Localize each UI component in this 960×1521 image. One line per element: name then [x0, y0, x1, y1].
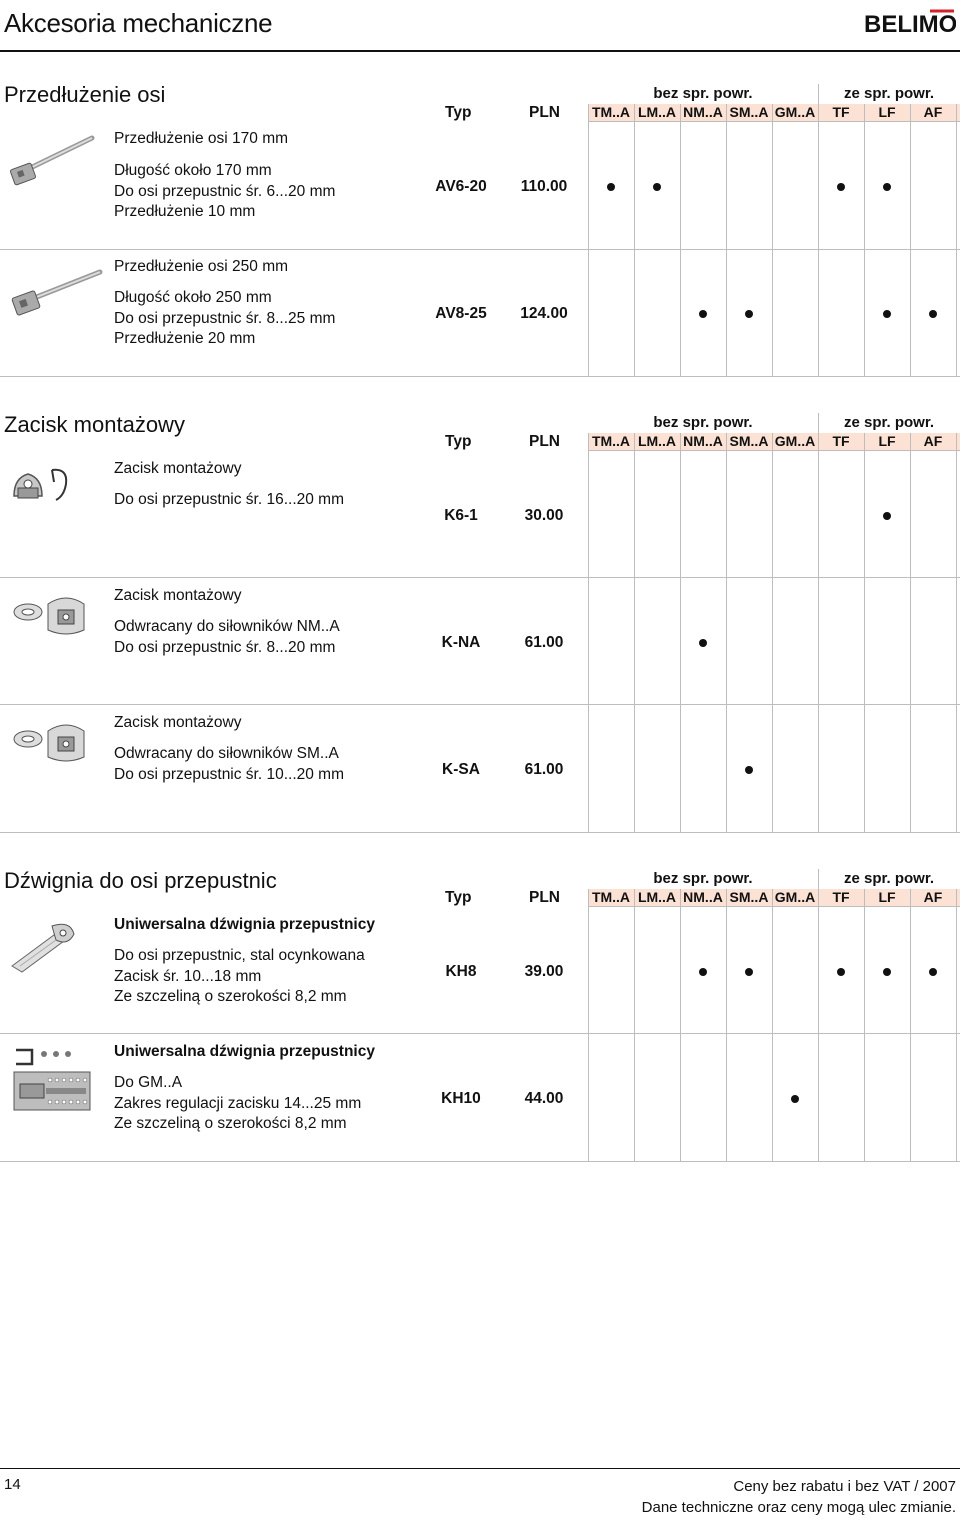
group-spring: ze spr. powr.: [843, 85, 935, 102]
compat-dot: [929, 968, 937, 976]
product-price: 110.00: [520, 178, 568, 195]
mounting-clamp-image: [8, 460, 72, 506]
actuator-tm: TM..A: [591, 433, 631, 449]
gm-lever-kit-image: [10, 1046, 94, 1116]
section-divider: [0, 832, 960, 833]
actuator-af: AF: [923, 433, 943, 449]
compat-dot: [699, 968, 707, 976]
brand-name: BELIMO: [864, 11, 956, 38]
grid-line: [956, 104, 957, 376]
group-no-spring: bez spr. powr.: [653, 85, 753, 102]
col-head-pln: PLN: [529, 433, 560, 450]
group-no-spring: bez spr. powr.: [653, 414, 753, 431]
product-name: Zacisk montażowy: [114, 587, 242, 604]
grid-line: [818, 413, 819, 832]
product-desc: Do osi przepustnic śr. 16...20 mm: [114, 491, 345, 508]
section-title-lever: Dźwignia do osi przepustnic: [4, 868, 277, 893]
actuator-nm: NM..A: [683, 104, 723, 120]
grid-line: [956, 889, 957, 1161]
compat-dot: [745, 310, 753, 318]
product-code: AV6-20: [435, 178, 487, 195]
page-title: Akcesoria mechaniczne: [4, 8, 273, 38]
compat-dot: [883, 512, 891, 520]
header-divider: [588, 450, 960, 451]
grid-line: [680, 889, 681, 1161]
actuator-tm: TM..A: [591, 889, 631, 905]
product-code: AV8-25: [435, 305, 487, 322]
actuator-nm: NM..A: [683, 889, 723, 905]
actuator-sm: SM..A: [729, 104, 769, 120]
grid-line: [910, 889, 911, 1161]
product-code: KH10: [441, 1090, 481, 1107]
grid-line: [634, 433, 635, 832]
section-divider: [0, 1161, 960, 1162]
compat-dot: [607, 183, 615, 191]
product-code: K-SA: [442, 761, 480, 778]
grid-line: [588, 889, 589, 1161]
product-price: 61.00: [524, 761, 564, 778]
page-number: 14: [4, 1476, 21, 1493]
row-divider: [0, 1033, 960, 1034]
actuator-gm: GM..A: [774, 433, 816, 449]
product-price: 30.00: [524, 507, 564, 524]
product-price: 44.00: [524, 1090, 564, 1107]
reversible-clamp-sm-image: [10, 717, 98, 769]
product-desc: Odwracany do siłowników NM..A Do osi przepustnic śr. 8...20 mm: [114, 618, 340, 656]
product-price: 124.00: [520, 305, 568, 322]
grid-line: [588, 433, 589, 832]
actuator-lm: LM..A: [637, 104, 677, 120]
actuator-sm: SM..A: [729, 433, 769, 449]
actuator-af: AF: [923, 104, 943, 120]
grid-line: [864, 104, 865, 376]
section-divider: [0, 376, 960, 377]
actuator-tf: TF: [832, 433, 850, 449]
product-desc: Do GM..A Zakres regulacji zacisku 14...25 mm Ze szczeliną o szerokości 8,2 mm: [114, 1074, 362, 1132]
actuator-gm: GM..A: [774, 889, 816, 905]
grid-line: [864, 889, 865, 1161]
col-head-pln: PLN: [529, 889, 560, 906]
grid-line: [726, 889, 727, 1161]
grid-line: [772, 889, 773, 1161]
damper-lever-image: [8, 918, 80, 974]
product-name: Zacisk montażowy: [114, 460, 242, 477]
actuator-gm: GM..A: [774, 104, 816, 120]
grid-line: [634, 104, 635, 376]
grid-line: [818, 869, 819, 1161]
product-desc: Do osi przepustnic, stal ocynkowana Zacisk śr. 10...18 mm Ze szczeliną o szerokości 8,2 mm: [114, 947, 365, 1005]
grid-line: [680, 433, 681, 832]
brand-logo: [864, 8, 956, 38]
actuator-tf: TF: [832, 889, 850, 905]
group-spring: ze spr. powr.: [843, 870, 935, 887]
product-name: Przedłużenie osi 250 mm: [114, 258, 289, 275]
product-price: 39.00: [524, 963, 564, 980]
actuator-lf: LF: [878, 104, 896, 120]
title-divider: [0, 50, 960, 52]
compat-dot: [837, 968, 845, 976]
actuator-sm: SM..A: [729, 889, 769, 905]
grid-line: [726, 104, 727, 376]
grid-line: [910, 433, 911, 832]
actuator-tm: TM..A: [591, 104, 631, 120]
col-head-typ: Typ: [445, 104, 472, 121]
product-name: Przedłużenie osi 170 mm: [114, 130, 289, 147]
grid-line: [910, 104, 911, 376]
grid-line: [956, 433, 957, 832]
compat-dot: [883, 968, 891, 976]
row-divider: [0, 704, 960, 705]
actuator-af: AF: [923, 889, 943, 905]
compat-dot: [883, 310, 891, 318]
product-desc: Długość około 250 mm Do osi przepustnic śr. 8...25 mm Przedłużenie 20 mm: [114, 289, 336, 347]
actuator-lm: LM..A: [637, 433, 677, 449]
product-price: 61.00: [524, 634, 564, 651]
group-no-spring: bez spr. powr.: [653, 870, 753, 887]
actuator-nm: NM..A: [683, 433, 723, 449]
compat-dot: [745, 766, 753, 774]
compat-dot: [745, 968, 753, 976]
reversible-clamp-nm-image: [10, 590, 98, 642]
row-divider: [0, 577, 960, 578]
product-code: K-NA: [441, 634, 481, 651]
compat-dot: [791, 1095, 799, 1103]
grid-line: [634, 889, 635, 1161]
grid-line: [726, 433, 727, 832]
product-code: KH8: [445, 963, 477, 980]
grid-line: [772, 104, 773, 376]
footer-disclaimer: Dane techniczne oraz ceny mogą ulec zmianie.: [641, 1499, 956, 1516]
compat-dot: [883, 183, 891, 191]
product-name: Zacisk montażowy: [114, 714, 242, 731]
section-title-clamp: Zacisk montażowy: [4, 412, 185, 437]
footer-price-note: Ceny bez rabatu i bez VAT / 2007: [733, 1478, 956, 1495]
product-name: Uniwersalna dźwignia przepustnicy: [114, 1043, 375, 1060]
compat-dot: [699, 639, 707, 647]
compat-dot: [699, 310, 707, 318]
actuator-lm: LM..A: [637, 889, 677, 905]
actuator-lf: LF: [878, 433, 896, 449]
actuator-lf: LF: [878, 889, 896, 905]
grid-line: [588, 104, 589, 376]
compat-dot: [837, 183, 845, 191]
section-title-extension: Przedłużenie osi: [4, 82, 166, 107]
col-head-typ: Typ: [445, 889, 472, 906]
product-name: Uniwersalna dźwignia przepustnicy: [114, 916, 375, 933]
shaft-extension-250-image: [8, 262, 108, 322]
grid-line: [864, 433, 865, 832]
compat-dot: [929, 310, 937, 318]
product-code: K6-1: [444, 507, 478, 524]
compat-dot: [653, 183, 661, 191]
product-desc: Długość około 170 mm Do osi przepustnic śr. 6...20 mm Przedłużenie 10 mm: [114, 162, 336, 220]
header-divider: [588, 906, 960, 907]
grid-line: [772, 433, 773, 832]
grid-line: [818, 84, 819, 376]
col-head-typ: Typ: [445, 433, 472, 450]
col-head-pln: PLN: [529, 104, 560, 121]
header-divider: [588, 121, 960, 122]
product-desc: Odwracany do siłowników SM..A Do osi przepustnic śr. 10...20 mm: [114, 745, 345, 783]
group-spring: ze spr. powr.: [843, 414, 935, 431]
actuator-tf: TF: [832, 104, 850, 120]
footer-divider: [0, 1468, 960, 1469]
grid-line: [680, 104, 681, 376]
shaft-extension-170-image: [8, 128, 98, 188]
row-divider: [0, 249, 960, 250]
